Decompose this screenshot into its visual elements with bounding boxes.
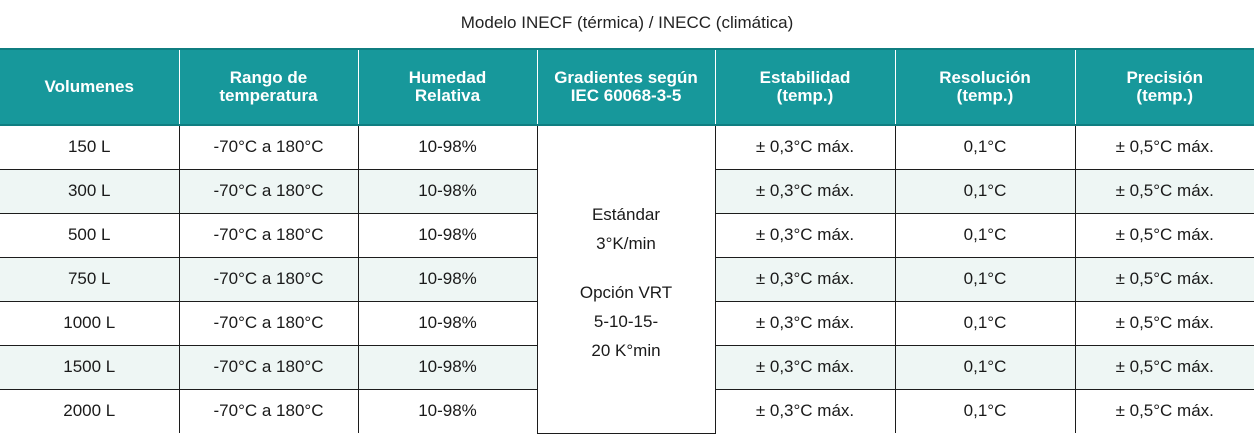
cell-stability: ± 0,3°C máx. <box>715 389 895 433</box>
cell-humidity: 10-98% <box>358 213 537 257</box>
cell-humidity: 10-98% <box>358 389 537 433</box>
cell-stability: ± 0,3°C máx. <box>715 169 895 213</box>
cell-volume: 1000 L <box>0 301 179 345</box>
cell-temperature-range: -70°C a 180°C <box>179 213 358 257</box>
cell-resolution: 0,1°C <box>895 389 1075 433</box>
header-volumes <box>0 49 179 125</box>
gradient-option-label: Opción VRT <box>579 282 673 302</box>
cell-volume: 150 L <box>0 125 179 169</box>
cell-volume: 2000 L <box>0 389 179 433</box>
cell-humidity: 10-98% <box>358 125 537 169</box>
cell-temperature-range: -70°C a 180°C <box>179 169 358 213</box>
gradient-spacer <box>538 258 715 278</box>
header-precision-line1: Precisión <box>1126 68 1204 87</box>
cell-humidity: 10-98% <box>358 301 537 345</box>
cell-stability: ± 0,3°C máx. <box>715 257 895 301</box>
header-gradients <box>537 49 715 125</box>
table-header <box>0 49 1254 125</box>
header-row <box>0 49 1254 125</box>
header-temperature-range <box>179 49 358 125</box>
cell-resolution: 0,1°C <box>895 345 1075 389</box>
spec-table <box>0 48 1254 434</box>
cell-precision: ± 0,5°C máx. <box>1075 125 1254 169</box>
header-humidity-line1: Humedad <box>408 68 487 87</box>
cell-resolution: 0,1°C <box>895 301 1075 345</box>
cell-volume: 500 L <box>0 213 179 257</box>
cell-stability: ± 0,3°C máx. <box>715 125 895 169</box>
cell-humidity: 10-98% <box>358 257 537 301</box>
cell-precision: ± 0,5°C máx. <box>1075 213 1254 257</box>
table-caption: Modelo INECF (térmica) / INECC (climática) <box>460 13 794 32</box>
header-gradients-line2: IEC 60068-3-5 <box>570 86 682 105</box>
header-humidity-line2: Relativa <box>414 86 481 105</box>
cell-temperature-range: -70°C a 180°C <box>179 301 358 345</box>
cell-precision: ± 0,5°C máx. <box>1075 345 1254 389</box>
header-precision-line2: (temp.) <box>1136 86 1194 105</box>
header-resolution-line1: Resolución <box>939 68 1031 87</box>
cell-precision: ± 0,5°C máx. <box>1075 301 1254 345</box>
cell-stability: ± 0,3°C máx. <box>715 301 895 345</box>
cell-stability: ± 0,3°C máx. <box>715 345 895 389</box>
cell-temperature-range: -70°C a 180°C <box>179 389 358 433</box>
table-row <box>0 125 1254 169</box>
cell-resolution: 0,1°C <box>895 169 1075 213</box>
cell-volume: 1500 L <box>0 345 179 389</box>
header-precision <box>1075 49 1254 125</box>
cell-resolution: 0,1°C <box>895 125 1075 169</box>
header-gradients-line1: Gradientes según <box>554 68 698 87</box>
cell-resolution: 0,1°C <box>895 213 1075 257</box>
header-temperature-range-line1: Rango de <box>229 68 308 87</box>
header-stability-line1: Estabilidad <box>759 68 851 87</box>
gradient-standard-label: Estándar <box>591 204 661 224</box>
cell-volume: 300 L <box>0 169 179 213</box>
cell-gradients <box>537 125 715 433</box>
cell-temperature-range: -70°C a 180°C <box>179 257 358 301</box>
cell-humidity: 10-98% <box>358 169 537 213</box>
cell-temperature-range: -70°C a 180°C <box>179 125 358 169</box>
header-stability <box>715 49 895 125</box>
gradient-option-value-line1: 5-10-15- <box>593 311 659 331</box>
cell-precision: ± 0,5°C máx. <box>1075 257 1254 301</box>
cell-resolution: 0,1°C <box>895 257 1075 301</box>
cell-stability: ± 0,3°C máx. <box>715 213 895 257</box>
gradient-standard-value: 3°K/min <box>596 233 656 253</box>
header-humidity <box>358 49 537 125</box>
header-resolution <box>895 49 1075 125</box>
cell-humidity: 10-98% <box>358 345 537 389</box>
table-body <box>0 125 1254 433</box>
cell-volume: 750 L <box>0 257 179 301</box>
header-temperature-range-line2: temperatura <box>219 86 318 105</box>
gradient-option-value-line2: 20 K°min <box>591 340 661 360</box>
cell-temperature-range: -70°C a 180°C <box>179 345 358 389</box>
cell-precision: ± 0,5°C máx. <box>1075 389 1254 433</box>
header-resolution-line2: (temp.) <box>956 86 1014 105</box>
header-stability-line2: (temp.) <box>776 86 834 105</box>
cell-precision: ± 0,5°C máx. <box>1075 169 1254 213</box>
header-volumes-label: Volumenes <box>44 77 134 96</box>
